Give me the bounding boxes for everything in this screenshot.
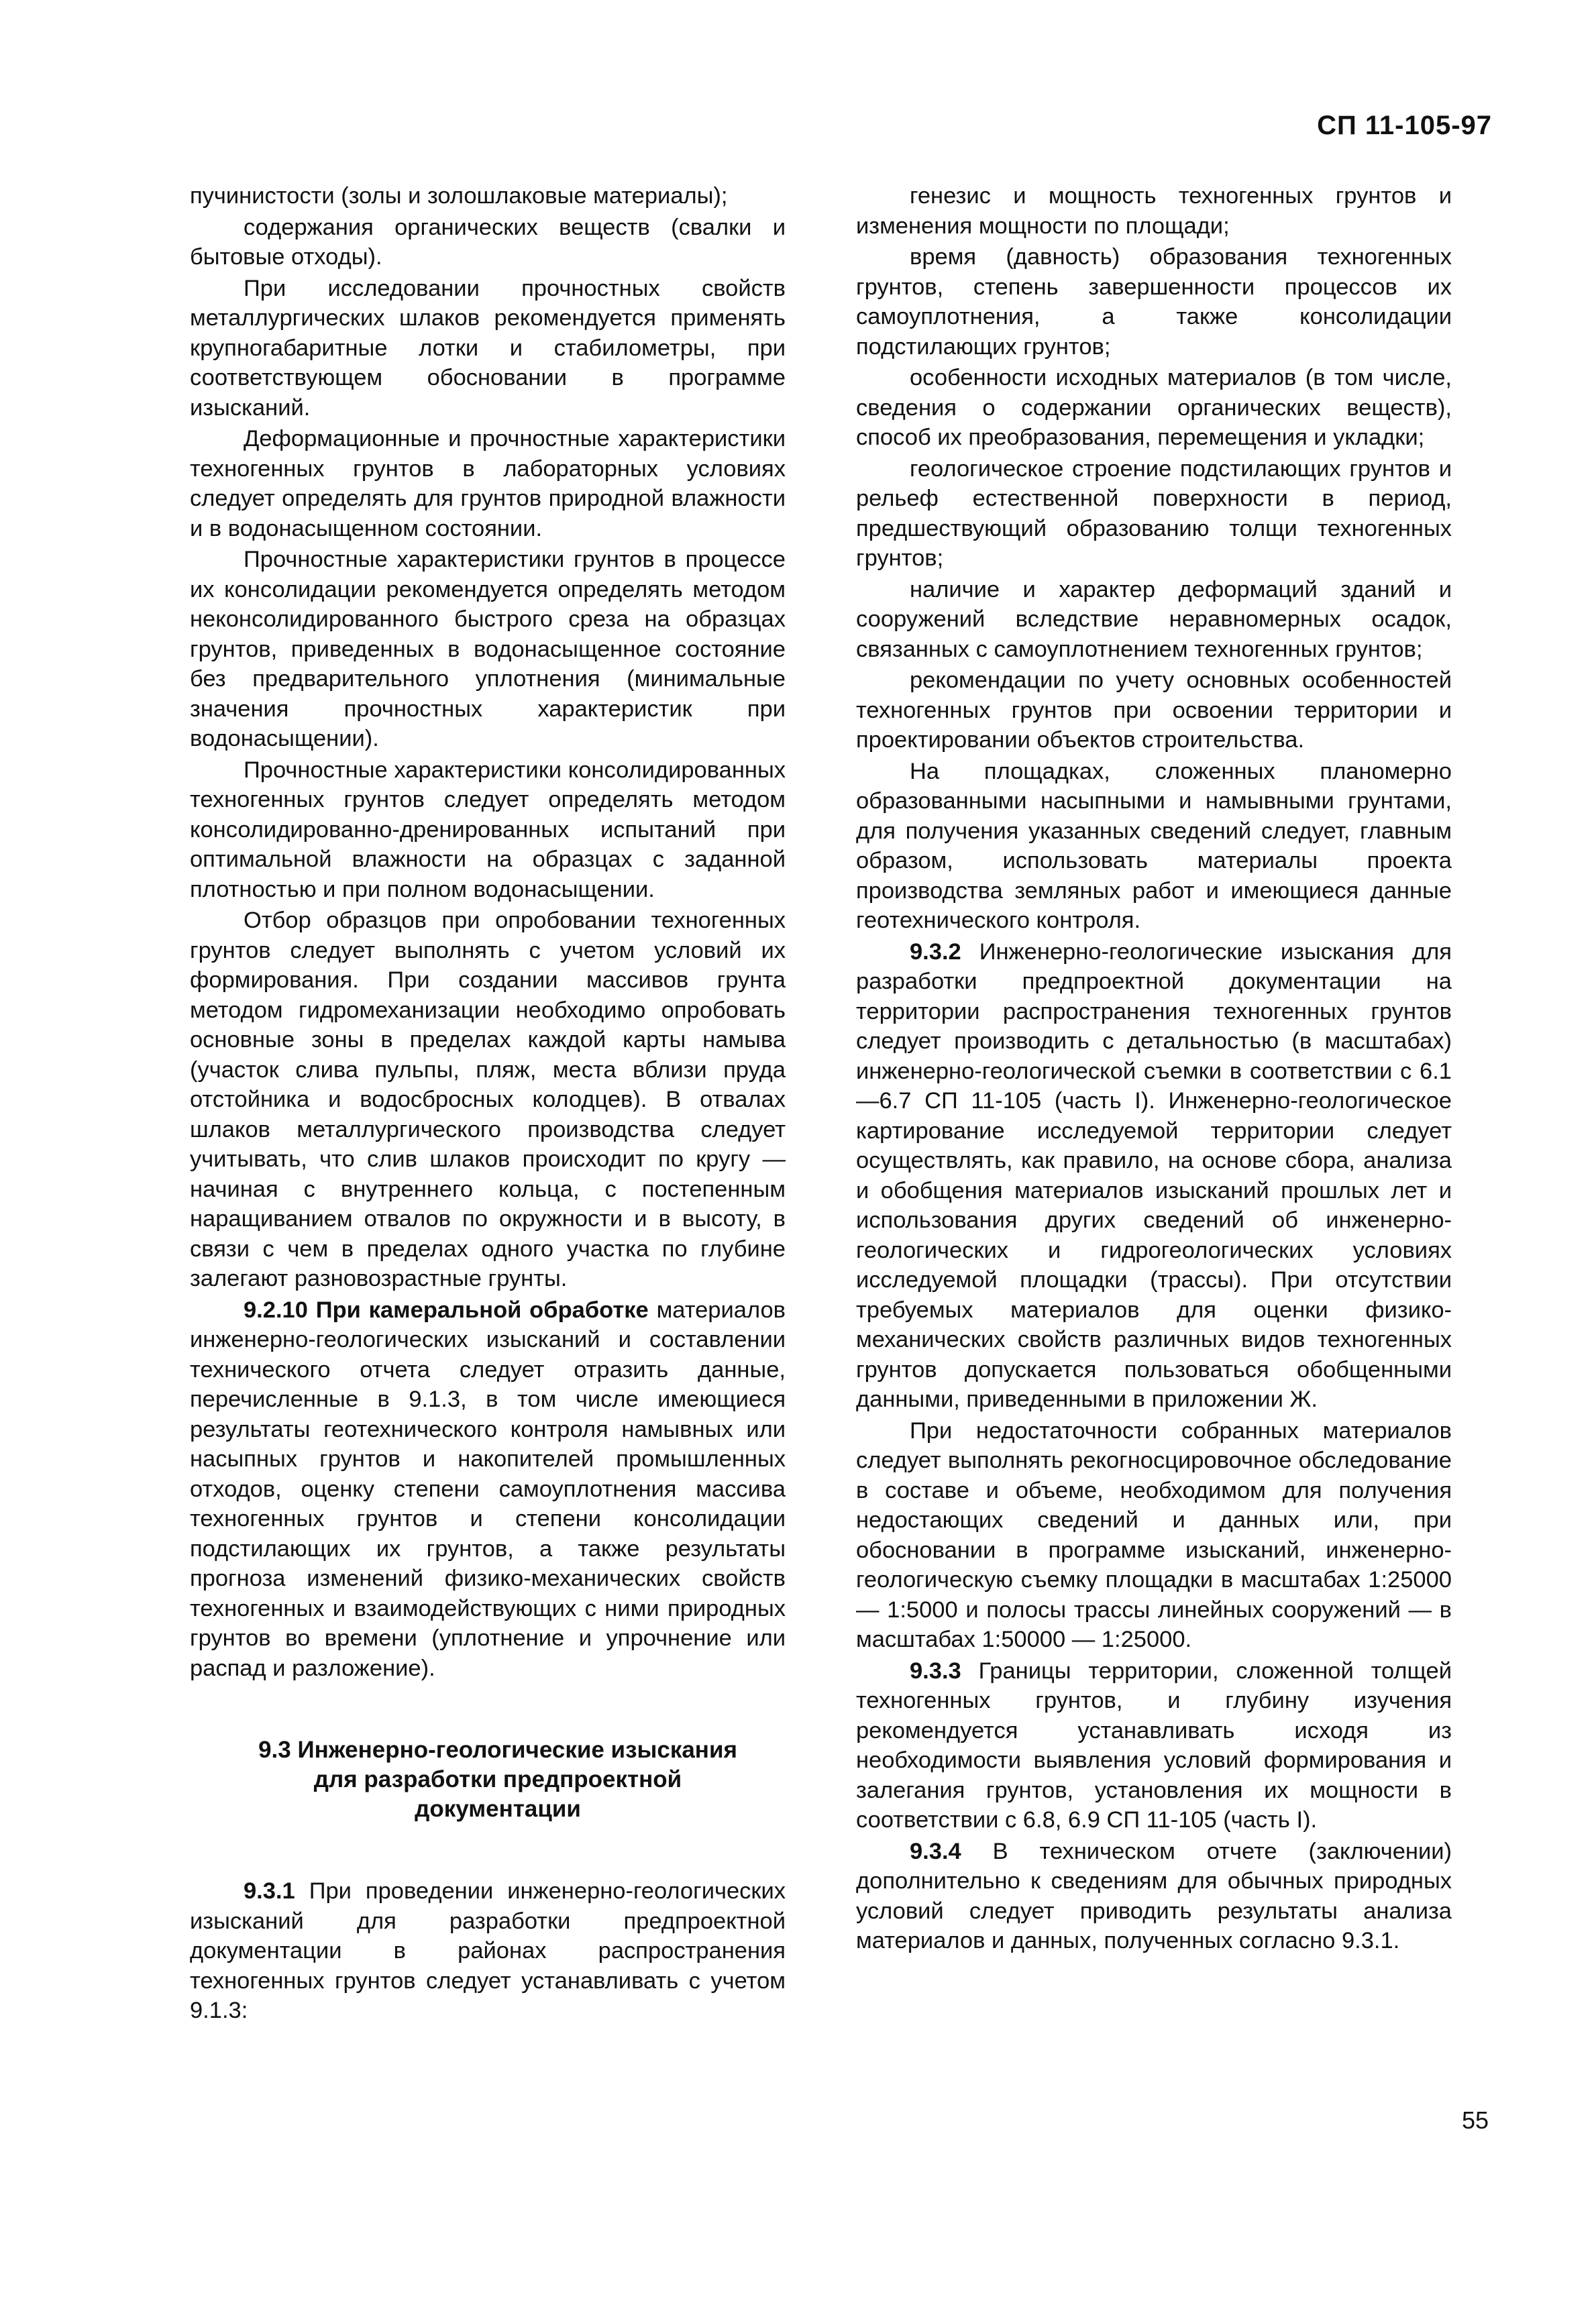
paragraph: пучинистости (золы и золошлаковые материалы); bbox=[190, 183, 728, 209]
paragraph: наличие и характер деформаций зданий и сооружений вследствие неравномерных осадок, связанных с самоуплотнением техногенных грунтов; bbox=[856, 576, 1452, 662]
paragraph: При недостаточности собранных материалов следует выполнять рекогносцировочное обследование в составе и объеме, необходимом для получения недостающих сведений и данных или, при обосновании в программе изысканий, инженерно-геологическую съемку площадки в масштабах 1:25000 — 1:5000 и полосы трассы линейных сооружений — в масштабах 1:50000 — 1:25000. bbox=[856, 1417, 1452, 1652]
clause-text: Границы территории, сложенной толщей техногенных грунтов, и глубину изучения рекомендуется устанавливать исходя из необходимости выявления условий формирования и залегания грунтов, установления их мощности в соответствии с 6.8, 6.9 СП 11-105 (часть I). bbox=[856, 1658, 1452, 1833]
paragraph: генезис и мощность техногенных грунтов и изменения мощности по площади; bbox=[856, 183, 1452, 239]
clause-9-3-2 bbox=[856, 937, 1452, 1415]
clause-text: При проведении инженерно-геологических изысканий для разработки предпроектной документации в районах распространения техногенных грунтов следует устанавливать с учетом 9.1.3: bbox=[190, 1878, 786, 2023]
clause-9-3-1 bbox=[190, 1876, 786, 2026]
clause-number: 9.3.1 bbox=[244, 1878, 295, 1904]
paragraph: Прочностные характеристики грунтов в процессе их консолидации рекомендуется определять методом неконсолидированного быстрого среза на образцах грунтов, приведенных в водонасыщенное состояние без предварительного уплотнения (минимальные значения прочностных характеристик при водонасыщении). bbox=[190, 547, 786, 751]
clause-9-2-10 bbox=[190, 1295, 786, 1684]
paragraph: На площадках, сложенных планомерно образованными насыпными и намывными грунтами, для получения указанных сведений следует, главным образом, использовать материалы проекта производства земляных работ и имеющиеся данные геотехнического контроля. bbox=[856, 758, 1452, 933]
clause-text: Инженерно-геологические изыскания для разработки предпроектной документации на территории распространения техногенных грунтов следует производить с детальностью (в масштабах) инженерно-геологической съемки в соответствии с 6.1—6.7 СП 11-105 (часть I). Инженерно-геологическое картирование исследуемой территории следует осуществлять, как правило, на основе сбора, анализа и обобщения материалов изысканий прошлых лет и использования других сведений об инженерно-геологических и гидрогеологических условиях исследуемой площадки (трассы). При отсутствии требуемых материалов для оценки физико-механических свойств различных видов техногенных грунтов допускается пользоваться обобщенными данными, приведенными в приложении Ж. bbox=[856, 938, 1452, 1412]
right-column bbox=[856, 181, 1452, 1957]
clause-number: 9.3.3 bbox=[910, 1658, 961, 1684]
clause-number: 9.2.10 bbox=[244, 1297, 308, 1323]
clause-lead: При камеральной обработке bbox=[315, 1297, 649, 1323]
paragraph: геологическое строение подстилающих грунтов и рельеф естественной поверхности в период, предшествующий образованию толщи техногенных грунтов; bbox=[856, 455, 1452, 571]
paragraph: Отбор образцов при опробовании техногенных грунтов следует выполнять с учетом условий их формирования. При создании массивов грунта методом гидромеханизации необходимо опробовать основные зоны в пределах каждой карты намыва (участок слива пульпы, пляж, места вблизи пруда отстойника и водосбросных колодцев). В отвалах шлаков металлургического производства следует учитывать, что слив шлаков происходит по кругу — начиная с внутреннего кольца, с постепенным наращиванием отвалов по окружности и в высоту, в связи с чем в пределах одного участка по глубине залегают разновозрастные грунты. bbox=[190, 908, 786, 1291]
clause-number: 9.3.4 bbox=[910, 1838, 961, 1864]
paragraph: содержания органических веществ (свалки и бытовые отходы). bbox=[190, 214, 786, 270]
clause-number: 9.3.2 bbox=[910, 938, 961, 965]
paragraph: Прочностные характеристики консолидированных техногенных грунтов следует определять методом консолидированно-дренированных испытаний при оптимальной влажности на образцах с заданной плотностью и при полном водонасыщении. bbox=[190, 757, 786, 902]
paragraph: рекомендации по учету основных особенностей техногенных грунтов при освоении территории и проектировании объектов строительства. bbox=[856, 667, 1452, 753]
paragraph: время (давность) образования техногенных грунтов, степень завершенности процессов их самоуплотнения, а также консолидации подстилающих грунтов; bbox=[856, 244, 1452, 360]
paragraph: особенности исходных материалов (в том числе, сведения о содержании органических веществ), способ их преобразования, перемещения и укладки; bbox=[856, 365, 1452, 450]
paragraph: Деформационные и прочностные характеристики техногенных грунтов в лабораторных условиях следует определять для грунтов природной влажности и в водонасыщенном состоянии. bbox=[190, 426, 786, 541]
clause-text: материалов инженерно-геологических изысканий и составлении технического отчета следует отразить данные, перечисленные в 9.1.3, в том числе имеющиеся результаты геотехнического контроля намывных или насыпных грунтов и накопителей промышленных отходов, оценку степени самоуплотнения массива техногенных грунтов и степени консолидации подстилающих их грунтов, а также результаты прогноза изменений физико-механических свойств техногенных и взаимодействующих с ними природных грунтов во времени (уплотнение и упрочнение или распад и разложение). bbox=[190, 1297, 786, 1681]
paragraph: При исследовании прочностных свойств металлургических шлаков рекомендуется применять крупногабаритные лотки и стабилометры, при соответствующем обосновании в программе изысканий. bbox=[190, 275, 786, 421]
document-code-header: СП 11-105-97 bbox=[1317, 111, 1492, 140]
left-column bbox=[190, 181, 786, 2027]
section-heading-line: 9.3 Инженерно-геологические изыскания bbox=[258, 1737, 737, 1763]
clause-9-3-4 bbox=[856, 1837, 1452, 1956]
clause-text: В техническом отчете (заключении) дополнительно к сведениям для обычных природных условий следует приводить результаты анализа материалов и данных, полученных согласно 9.3.1. bbox=[856, 1838, 1452, 1953]
section-heading-line: документации bbox=[415, 1796, 581, 1822]
section-heading-9-3 bbox=[190, 1735, 786, 1824]
page-number: 55 bbox=[1461, 2106, 1489, 2134]
clause-9-3-3 bbox=[856, 1656, 1452, 1835]
section-heading-line: для разработки предпроектной bbox=[313, 1766, 682, 1792]
